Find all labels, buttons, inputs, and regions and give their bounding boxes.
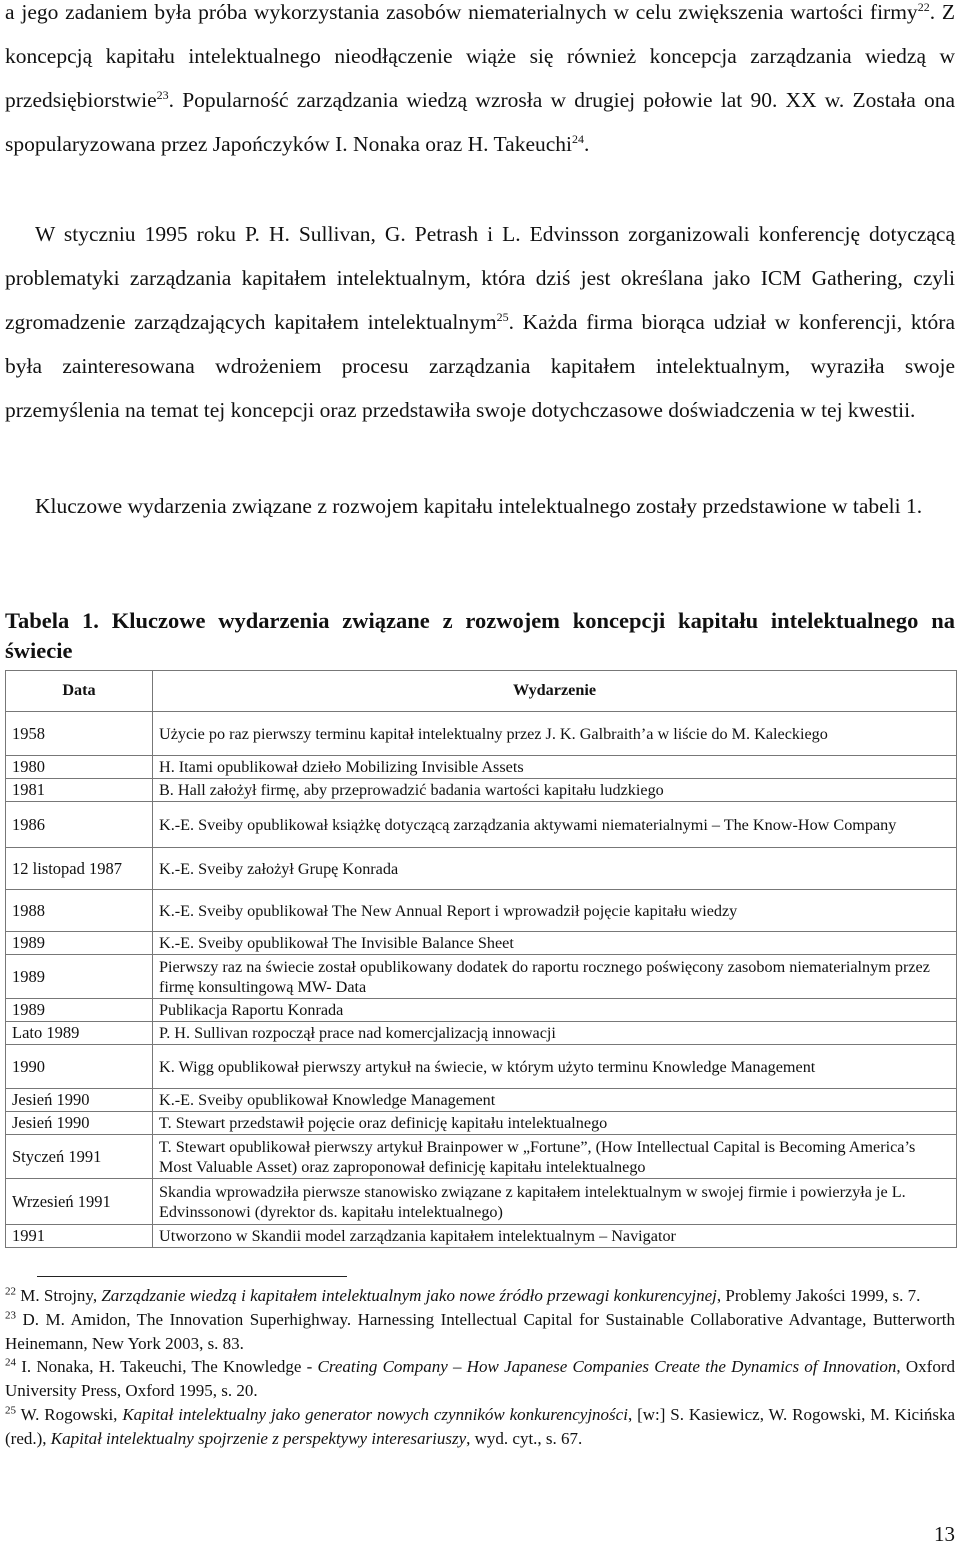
footnote-text: , Oxford University Press, Oxford 1995, s. 20. <box>5 1357 955 1401</box>
paragraph-text: . Każda firma biorąca udział w konferencji, która była zainteresowana wdrożeniem procesu zarządzania kapitałem intelektualnym, wyraziła swoje przemyślenia na temat tej koncepcji oraz przedstawiła swoje dotychczasowe doświadczenia w tej kwestii. <box>5 310 955 422</box>
row-date: 1991 <box>6 1225 153 1248</box>
table-row <box>6 1225 957 1248</box>
row-date: 1989 <box>6 999 153 1022</box>
table-row <box>6 999 957 1022</box>
table-row <box>6 1045 957 1089</box>
table-row <box>6 1112 957 1135</box>
footnote <box>5 1308 955 1356</box>
footnote-ref[interactable]: 22 <box>917 0 930 14</box>
table-row <box>6 779 957 802</box>
row-date: Styczeń 1991 <box>6 1135 153 1179</box>
paragraph-text: Kluczowe wydarzenia związane z rozwojem kapitału intelektualnego zostały przedstawione w tabeli 1. <box>35 494 923 518</box>
footnote-title: Kapitał intelektualny spojrzenie z perspektywy interesariuszy <box>50 1428 467 1448</box>
row-event: P. H. Sullivan rozpoczął prace nad komercjalizacją innowacji <box>153 1022 957 1045</box>
table-row <box>6 955 957 999</box>
footnote <box>5 1403 955 1451</box>
table-row <box>6 712 957 756</box>
table-row <box>6 1135 957 1179</box>
row-date: 1958 <box>6 712 153 756</box>
table-row <box>6 1179 957 1225</box>
row-date: 1989 <box>6 932 153 955</box>
row-date: Jesień 1990 <box>6 1089 153 1112</box>
row-event: K.-E. Sveiby założył Grupę Konrada <box>153 848 957 890</box>
footnote-number: 23 <box>5 1309 16 1322</box>
footnote-ref[interactable]: 24 <box>572 131 585 146</box>
row-date: 1989 <box>6 955 153 999</box>
paragraph-3 <box>5 484 955 528</box>
footnote-text: , Problemy Jakości 1999, s. 7. <box>716 1286 921 1305</box>
table-row <box>6 1022 957 1045</box>
row-date: 1990 <box>6 1045 153 1089</box>
row-event: K.-E. Sveiby opublikował The New Annual Report i wprowadził pojęcie kapitału wiedzy <box>153 890 957 932</box>
table-row <box>6 932 957 955</box>
footnote-title: Creating Company – How Japanese Companies Create the Dynamics of Innovation <box>317 1357 897 1377</box>
table-header-row <box>6 671 957 712</box>
row-event: K.-E. Sveiby opublikował The Invisible Balance Sheet <box>153 932 957 955</box>
footnote-text: , [w:] S. Kasiewicz, W. Rogowski, M. Kicińska (red.), <box>5 1404 955 1448</box>
table-row <box>6 802 957 848</box>
row-event: Pierwszy raz na świecie został opublikowany dodatek do raportu rocznego poświęcony zasobom niematerialnym przez firmę konsultingową MW- Data <box>153 955 957 999</box>
row-event: K.-E. Sveiby opublikował książkę dotyczącą zarządzania aktywami niematerialnymi – The Know-How Company <box>153 802 957 848</box>
row-event: Utworzono w Skandii model zarządzania kapitałem intelektualnym – Navigator <box>153 1225 957 1248</box>
footnote-ref[interactable]: 25 <box>496 309 509 324</box>
paragraph-2 <box>5 212 955 432</box>
table-caption: Tabela 1. Kluczowe wydarzenia związane z rozwojem koncepcji kapitału intelektualnego na świecie <box>5 608 955 663</box>
row-date: Wrzesień 1991 <box>6 1179 153 1225</box>
header-date: Data <box>6 671 153 712</box>
table-row <box>6 890 957 932</box>
row-event: T. Stewart przedstawił pojęcie oraz definicję kapitału intelektualnego <box>153 1112 957 1135</box>
footnote-text: , wyd. cyt., s. 67. <box>466 1428 583 1448</box>
footnote-number: 22 <box>5 1285 16 1298</box>
row-event: Publikacja Raportu Konrada <box>153 999 957 1022</box>
row-event: H. Itami opublikował dzieło Mobilizing Invisible Assets <box>153 756 957 779</box>
page-number: 13 <box>934 1522 955 1546</box>
footnote-number: 25 <box>5 1404 16 1417</box>
row-date: 1981 <box>6 779 153 802</box>
paragraph-text: . <box>584 132 590 156</box>
table-row <box>6 756 957 779</box>
row-date: Lato 1989 <box>6 1022 153 1045</box>
row-event: K.-E. Sveiby opublikował Knowledge Management <box>153 1089 957 1112</box>
footnote-title: Zarządzanie wiedzą i kapitałem intelektualnym jako nowe źródło przewagi konkurencyjnej <box>101 1286 717 1305</box>
paragraph-text: W styczniu 1995 roku P. H. Sullivan, G. Petrash i L. Edvinsson zorganizowali konferencję dotyczącą problematyki zarządzania kapitałem intelektualnym, która dziś jest określana jako ICM Gathering, czyli zgromadzenie zarządzających kapitałem intelektualnym <box>5 222 955 334</box>
table-row <box>6 1089 957 1112</box>
events-table <box>5 670 957 1248</box>
header-event: Wydarzenie <box>153 671 957 712</box>
row-date: 1988 <box>6 890 153 932</box>
footnote-text: M. Strojny, <box>20 1286 102 1305</box>
table-row <box>6 848 957 890</box>
footnote-text: D. M. Amidon, The Innovation Superhighway. Harnessing Intellectual Capital for Sustainable Collaborative Advantage, Butterworth Heinemann, New York 2003, s. 83. <box>5 1309 955 1353</box>
row-date: Jesień 1990 <box>6 1112 153 1135</box>
row-date: 1980 <box>6 756 153 779</box>
row-event: Użycie po raz pierwszy terminu kapitał intelektualny przez J. K. Galbraith’a w liście do M. Kaleckiego <box>153 712 957 756</box>
paragraph-text: . Z koncepcją kapitału intelektualnego nieodłączenie wiąże się również koncepcja zarządzania wiedzą w przedsiębiorstwie <box>5 0 956 112</box>
paragraph-text: . Popularność zarządzania wiedzą wzrosła w drugiej połowie lat 90. XX w. Została ona spopularyzowana przez Japończyków I. Nonaka oraz H. Takeuchi <box>5 88 955 156</box>
footnote <box>5 1284 955 1308</box>
footnote-title: Kapitał intelektualny jako generator nowych czynników konkurencyjności <box>122 1404 628 1424</box>
paragraph-1 <box>5 0 955 166</box>
footnote-text: W. Rogowski, <box>20 1404 123 1424</box>
row-event: B. Hall założył firmę, aby przeprowadzić badania wartości kapitału ludzkiego <box>153 779 957 802</box>
footnote-text: I. Nonaka, H. Takeuchi, The Knowledge - <box>21 1357 318 1377</box>
footnote <box>5 1355 955 1403</box>
row-event: Skandia wprowadziła pierwsze stanowisko związane z kapitałem intelektualnym w swojej firmie i powierzyła je L. Edvinssonowi (dyrektor ds. kapitału intelektualnego) <box>153 1179 957 1225</box>
row-date: 1986 <box>6 802 153 848</box>
row-event: K. Wigg opublikował pierwszy artykuł na świecie, w którym użyto terminu Knowledge Management <box>153 1045 957 1089</box>
row-event: T. Stewart opublikował pierwszy artykuł Brainpower w „Fortune”, (How Intellectual Capital is Becoming America’s Most Valuable Asset) oraz zaproponował definicję kapitału intelektualnego <box>153 1135 957 1179</box>
row-date: 12 listopad 1987 <box>6 848 153 890</box>
footnotes <box>5 1284 955 1451</box>
footnote-number: 24 <box>5 1356 16 1369</box>
footnote-divider <box>37 1276 347 1277</box>
footnote-ref[interactable]: 23 <box>156 87 169 102</box>
paragraph-text: a jego zadaniem była próba wykorzystania zasobów niematerialnych w celu zwiększenia wartości firmy <box>5 0 918 24</box>
